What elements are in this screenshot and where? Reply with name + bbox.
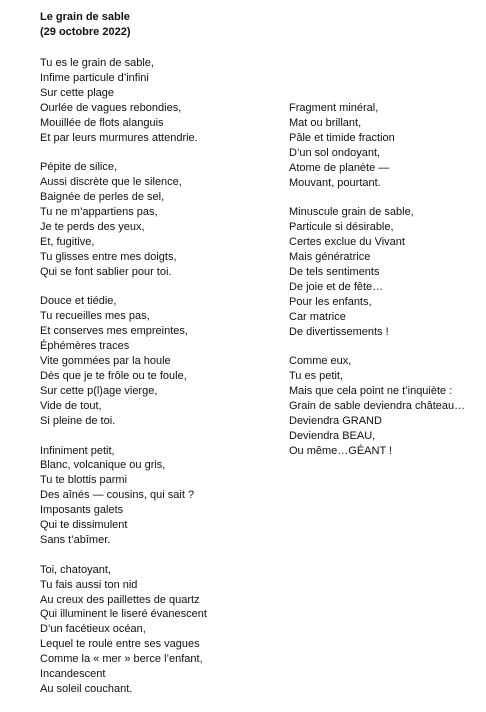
- poem-line: Certes exclue du Vivant: [289, 236, 405, 249]
- poem-title-block: [40, 10, 130, 40]
- poem-line: Et par leurs murmures attendrie.: [40, 131, 198, 144]
- poem-line: Aussi discrète que le silence,: [40, 176, 182, 189]
- stanza: [40, 160, 280, 279]
- poem-line: Mais que cela point ne t’inquiète :: [289, 385, 453, 398]
- poem-line: Dès que je te frôle ou te foule,: [40, 370, 187, 382]
- poem-line: Mouillée de flots alanguis: [40, 116, 164, 129]
- poem-line: Grain de sable deviendra château…: [289, 400, 466, 413]
- poem-line: Tu fais aussi ton nid: [40, 578, 138, 591]
- poem-line: Infiniment petit,: [40, 444, 115, 457]
- poem-line: Qui te dissimulent: [40, 519, 128, 532]
- poem-line: Deviendra GRAND: [289, 415, 382, 427]
- poem-line: Deviendra BEAU,: [289, 429, 376, 442]
- poem-line: Au creux des paillettes de quartz: [40, 593, 200, 606]
- poem-line: Car matrice: [289, 310, 346, 323]
- poem-line: Tu ne m’appartiens pas,: [40, 206, 158, 219]
- poem-line: Particule si désirable,: [289, 221, 394, 234]
- poem-line: Infime particule d’infini: [40, 71, 149, 84]
- stanza: [289, 354, 484, 458]
- right-column: [289, 101, 484, 474]
- poem-line: Au soleil couchant.: [40, 683, 133, 695]
- poem-line: Je te perds des yeux,: [40, 220, 145, 233]
- stanza: [40, 56, 280, 145]
- poem-line: Douce et tiédie,: [40, 295, 117, 308]
- poem-line: De divertissements !: [289, 325, 389, 338]
- poem-line: Sur cette p(l)age vierge,: [40, 384, 158, 397]
- left-column: [40, 56, 280, 712]
- poem-line: Tu es le grain de sable,: [40, 57, 154, 69]
- poem-line: Tu recueilles mes pas,: [40, 310, 150, 323]
- stanza: [289, 101, 484, 190]
- poem-line: Imposants galets: [40, 504, 124, 517]
- stanza: [40, 563, 280, 697]
- poem-line: Qui se font sablier pour toi.: [40, 265, 172, 278]
- poem-line: Sur cette plage: [40, 86, 114, 99]
- poem-line: Baignée de perles de sel,: [40, 191, 165, 204]
- poem-title: Le grain de sable: [40, 11, 130, 23]
- stanza: [40, 294, 280, 428]
- poem-line: Mat ou brillant,: [289, 116, 362, 129]
- poem-line: Tu te blottis parmi: [40, 474, 128, 487]
- stanza: [40, 444, 280, 548]
- poem-line: Pour les enfants,: [289, 295, 372, 308]
- poem-line: Mais génératrice: [289, 251, 371, 264]
- poem-line: Comme eux,: [289, 355, 352, 368]
- poem-line: Des aînés — cousins, qui sait ?: [40, 489, 195, 502]
- poem-line: Toi, chatoyant,: [40, 563, 111, 576]
- poem-line: Atome de planète —: [289, 161, 390, 174]
- poem-line: Et conserves mes empreintes,: [40, 325, 188, 338]
- poem-line: Tu glisses entre mes doigts,: [40, 250, 177, 263]
- poem-line: Pâle et timide fraction: [289, 131, 395, 144]
- poem-line: Si pleine de toi.: [40, 414, 116, 427]
- poem-line: Vide de tout,: [40, 399, 102, 412]
- poem-line: Ourlée de vagues rebondies,: [40, 101, 182, 114]
- poem-line: Comme la « mer » berce l’enfant,: [40, 653, 203, 666]
- poem-line: Et, fugitive,: [40, 235, 95, 248]
- poem-line: Lequel te roule entre ses vagues: [40, 638, 200, 651]
- poem-line: Tu es petit,: [289, 370, 344, 383]
- poem-line: Éphémères traces: [40, 340, 130, 353]
- poem-line: Mouvant, pourtant.: [289, 176, 381, 189]
- poem-line: Ou même…GÉANT !: [289, 444, 393, 457]
- poem-line: Qui illuminent le liseré évanescent: [40, 608, 207, 621]
- poem-line: Blanc, volcanique ou gris,: [40, 459, 166, 472]
- poem-line: De joie et de fête…: [289, 280, 384, 293]
- poem-line: De tels sentiments: [289, 265, 380, 278]
- poem-line: D’un facétieux océan,: [40, 623, 146, 636]
- poem-date: (29 octobre 2022): [40, 25, 131, 38]
- poem-line: Sans t’abîmer.: [40, 533, 111, 546]
- poem-line: Vite gommées par la houle: [40, 355, 171, 368]
- stanza: [289, 205, 484, 339]
- poem-line: D’un sol ondoyant,: [289, 146, 381, 159]
- poem-line: Pépite de silice,: [40, 161, 118, 174]
- poem-line: Fragment minéral,: [289, 102, 379, 114]
- poem-line: Incandescent: [40, 668, 106, 681]
- poem-line: Minuscule grain de sable,: [289, 206, 414, 219]
